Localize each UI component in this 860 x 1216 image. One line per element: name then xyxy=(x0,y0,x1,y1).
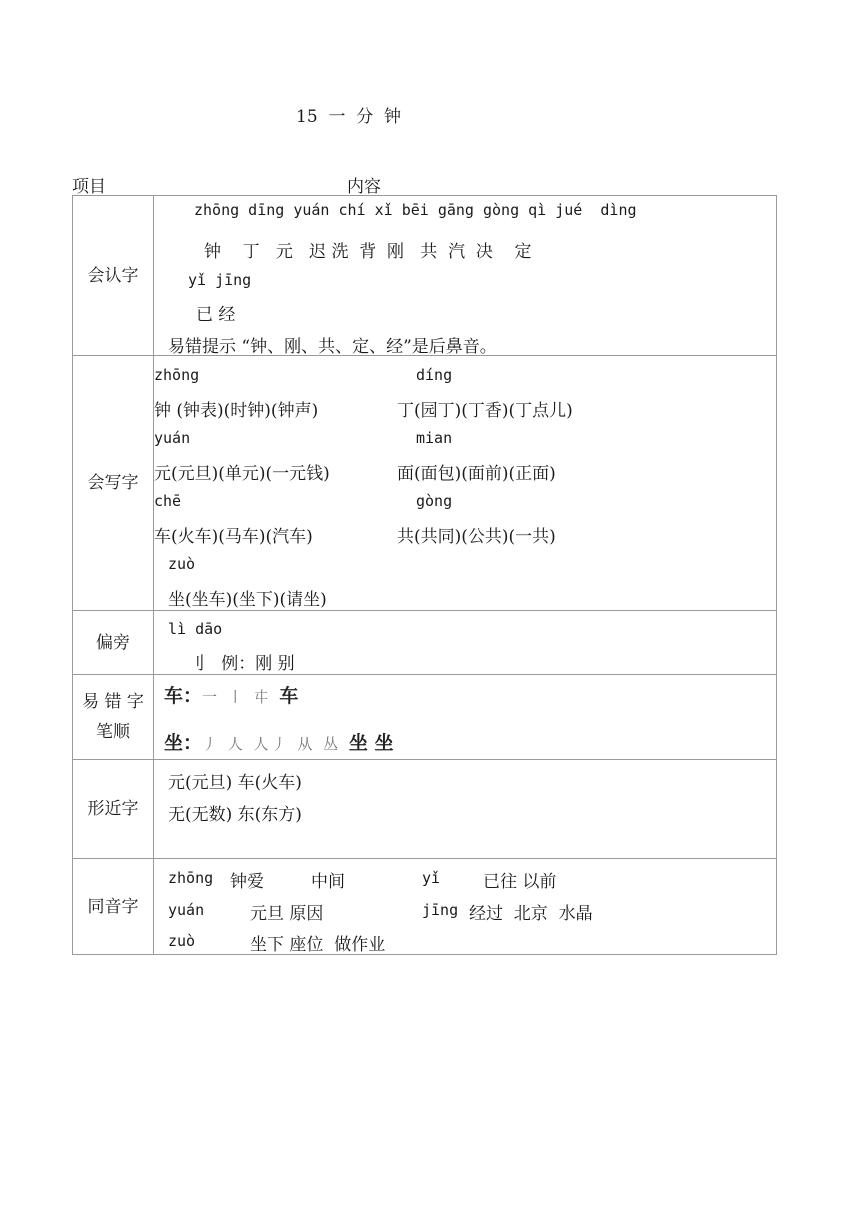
stroke-final: 坐 坐 xyxy=(348,732,394,754)
header-content: 内容 xyxy=(347,177,381,197)
pinyin-line: jīng xyxy=(422,901,459,919)
pinyin-line: zhōng xyxy=(168,869,214,887)
radical-example: 刂 例：刚 别 xyxy=(188,654,295,674)
pinyin-line: yuán xyxy=(154,429,191,447)
label-bishun xyxy=(73,675,154,760)
pinyin-line: lì dāo xyxy=(168,620,223,638)
row-tongyinzi xyxy=(73,859,777,955)
content-tongyinzi xyxy=(154,859,777,955)
word-line: 中间 xyxy=(311,872,345,892)
chars-line: 钟 丁 元 迟 洗 背 刚 共 汽 决 定 xyxy=(204,242,532,262)
label-huirenzi: 会认字 xyxy=(73,196,154,356)
stroke-final: 车 xyxy=(279,685,299,707)
page-title: 15 一 分 钟 xyxy=(296,107,402,127)
word-line: 坐(坐车)(坐下)(请坐) xyxy=(168,590,327,610)
pinyin-line: díng xyxy=(416,366,453,384)
word-line: 丁(园丁)(丁香)(丁点儿) xyxy=(397,401,573,421)
pinyin-line: zuò xyxy=(168,555,196,573)
word-line: 坐下 座位 做作业 xyxy=(250,935,386,955)
word-line: 共(共同)(公共)(一共) xyxy=(397,527,556,547)
content-bishun xyxy=(154,675,777,760)
stroke-order-che xyxy=(164,681,298,708)
similar-line: 无(无数) 东(东方) xyxy=(168,805,302,825)
label-xingjinzi: 形近字 xyxy=(73,760,154,859)
pinyin-line: yuán xyxy=(168,901,205,919)
word-line: 钟爱 xyxy=(230,872,264,892)
pinyin-line: gòng xyxy=(416,492,453,510)
word-line: 元(元旦)(单元)(一元钱) xyxy=(154,464,330,484)
row-pianpang xyxy=(73,611,777,675)
pinyin-line: zuò xyxy=(168,932,196,950)
stroke-steps: 丿 人 人丿 从 丛 xyxy=(202,735,349,753)
word-line: 已往 以前 xyxy=(483,872,557,892)
row-huirenzi xyxy=(73,196,777,356)
word-line: 元旦 原因 xyxy=(250,904,324,924)
content-huixiezi xyxy=(154,356,777,611)
label-pianpang: 偏旁 xyxy=(73,611,154,675)
stroke-order-zuo xyxy=(164,728,393,755)
label-tongyinzi: 同音字 xyxy=(73,859,154,955)
label-huixiezi: 会写字 xyxy=(73,356,154,611)
row-huixiezi xyxy=(73,356,777,611)
row-bishun xyxy=(73,675,777,760)
row-xingjinzi xyxy=(73,760,777,859)
header-item: 项目 xyxy=(72,177,106,197)
word-line: 钟 (钟表)(时钟)(钟声) xyxy=(154,401,319,421)
vocab-table xyxy=(72,195,777,955)
tip-text: 易错提示 “钟、刚、共、定、经”是后鼻音。 xyxy=(168,337,497,357)
label-bishun-line2: 笔顺 xyxy=(96,722,130,742)
stroke-char: 坐： xyxy=(164,732,203,754)
pinyin-line: zhōng xyxy=(154,366,200,384)
content-huirenzi xyxy=(154,196,777,356)
content-pianpang xyxy=(154,611,777,675)
label-bishun-line1: 易 错 字 xyxy=(82,692,144,712)
content-xingjinzi xyxy=(154,760,777,859)
chars-line: 已 经 xyxy=(196,305,236,325)
word-line: 面(面包)(面前)(正面) xyxy=(397,464,556,484)
pinyin-line: chē xyxy=(154,492,182,510)
pinyin-line: yǐ xyxy=(422,869,441,887)
pinyin-line: yǐ jīng xyxy=(188,271,252,289)
word-line: 经过 北京 水晶 xyxy=(469,904,593,924)
pinyin-line: zhōng dīng yuán chí xǐ bēi gāng gòng qì jué dìng xyxy=(194,201,637,219)
similar-line: 元(元旦) 车(火车) xyxy=(168,773,302,793)
stroke-char: 车： xyxy=(164,685,203,707)
pinyin-line: mian xyxy=(416,429,453,447)
word-line: 车(火车)(马车)(汽车) xyxy=(154,527,313,547)
stroke-steps: 一 ㇑ 㐄 xyxy=(202,688,280,706)
